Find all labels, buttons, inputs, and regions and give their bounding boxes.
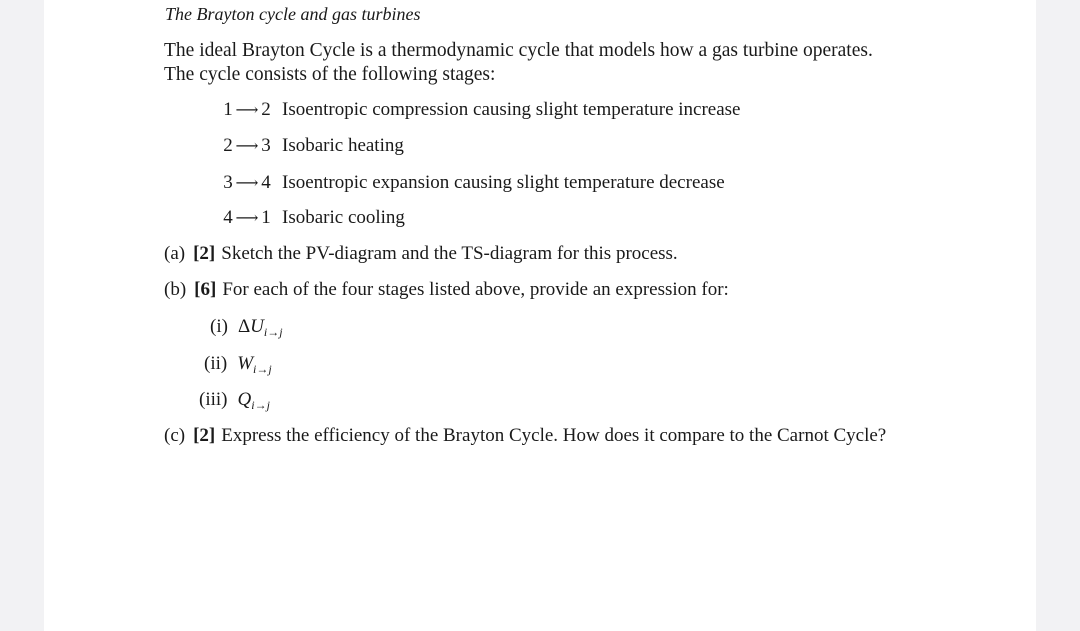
subpart-label: (iii) (199, 389, 228, 410)
subscript: i→j (253, 362, 272, 376)
heat-expression (238, 389, 270, 410)
right-arrow-icon: ⟶ (235, 175, 259, 192)
stage-to: 3 (261, 135, 271, 156)
stage-description: Isobaric heating (282, 135, 404, 156)
stage-to: 4 (261, 172, 271, 193)
points-badge: [6] (194, 279, 217, 300)
part-label: (c) (164, 425, 186, 446)
points-badge: [2] (193, 243, 216, 264)
stage-to: 1 (261, 207, 271, 228)
right-arrow-icon: ⟶ (235, 102, 259, 119)
document-body (44, 0, 1036, 631)
stage-description: Isoentropic compression causing slight temperature increase (282, 99, 741, 120)
part-label: (b) (164, 279, 187, 300)
work-expression (237, 353, 272, 374)
part-text: Express the efficiency of the Brayton Cycle. How does it compare to the Carnot Cycle? (221, 425, 887, 446)
question-part-a (164, 243, 678, 265)
stage-from: 1 (223, 99, 233, 120)
subpart-i (210, 316, 283, 340)
subscript: i→j (251, 398, 270, 412)
stage-item-4-1 (222, 207, 405, 229)
subpart-label: (ii) (204, 353, 228, 374)
stage-from: 2 (223, 135, 233, 156)
question-part-c (164, 425, 886, 447)
part-label: (a) (164, 243, 186, 264)
subscript: i→j (263, 325, 283, 339)
stage-description: Isoentropic expansion causing slight temperature decrease (282, 172, 725, 193)
stage-from: 4 (223, 207, 233, 228)
right-arrow-icon: ⟶ (235, 138, 259, 155)
part-text: Sketch the PV-diagram and the TS-diagram for this process. (221, 243, 678, 264)
stage-item-2-3 (222, 135, 404, 157)
page-sheet (44, 0, 1036, 631)
stage-description: Isobaric cooling (282, 207, 405, 228)
intro-text-line-2: The cycle consists of the following stages: (164, 64, 496, 85)
section-title: The Brayton cycle and gas turbines (165, 4, 421, 24)
symbol: U (250, 316, 264, 337)
stage-from: 3 (223, 172, 233, 193)
right-arrow-icon: ⟶ (235, 210, 259, 227)
delta-u-expression (238, 316, 283, 337)
symbol: Q (237, 389, 252, 410)
subpart-label: (i) (210, 316, 228, 337)
subpart-iii (199, 389, 270, 413)
delta-symbol: Δ (237, 316, 251, 337)
stage-item-1-2 (222, 99, 741, 121)
symbol: W (237, 353, 254, 374)
stage-item-3-4 (222, 172, 725, 194)
subpart-ii (204, 353, 272, 377)
part-text: For each of the four stages listed above, provide an expression for: (222, 279, 729, 300)
intro-text-line-1: The ideal Brayton Cycle is a thermodynamic cycle that models how a gas turbine operates. (164, 40, 873, 61)
stage-to: 2 (261, 99, 271, 120)
points-badge: [2] (193, 425, 216, 446)
question-part-b (164, 279, 729, 301)
